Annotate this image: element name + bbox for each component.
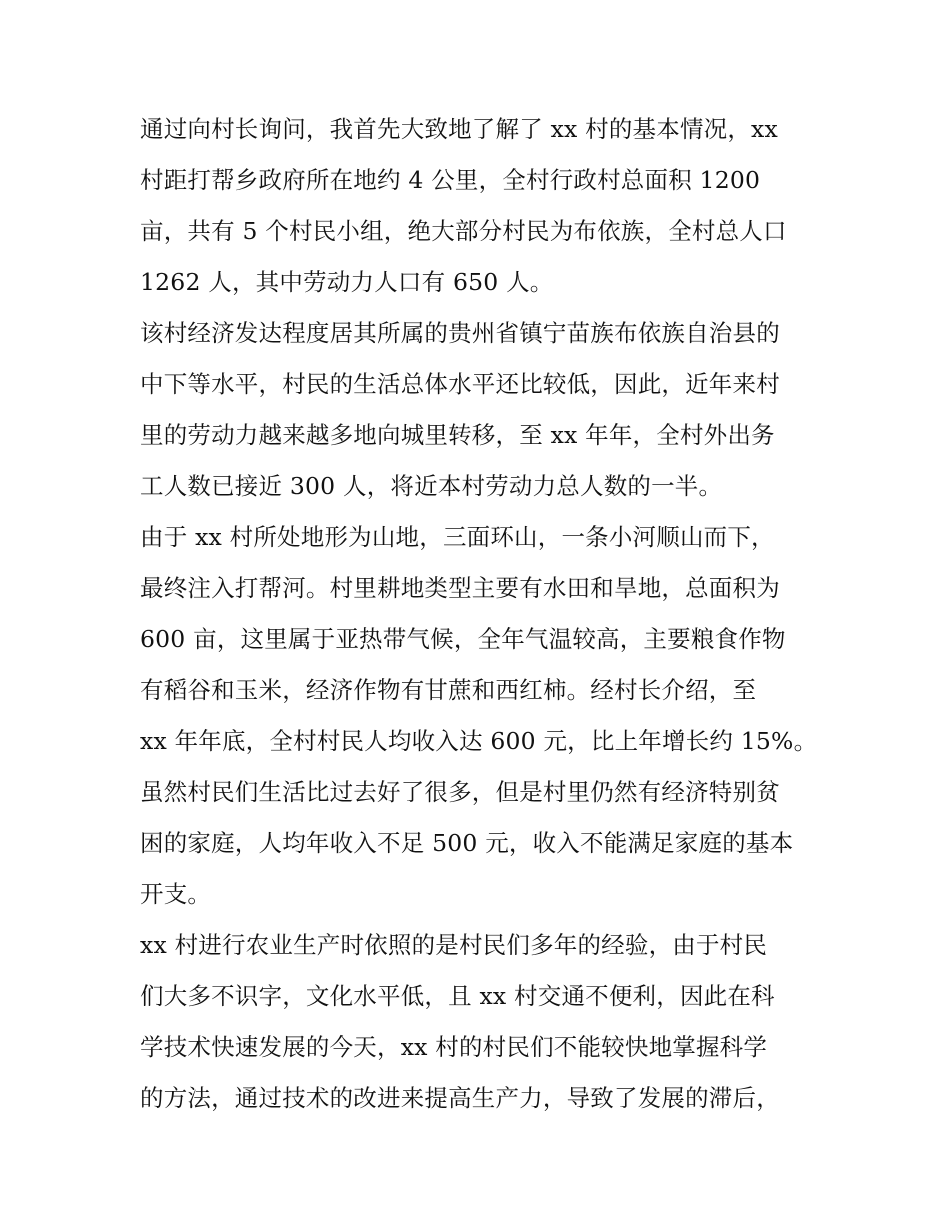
text-line: 们大多不识字，文化水平低，且 xx 村交通不便利，因此在科 — [140, 982, 775, 1010]
text-line: 最终注入打帮河。村里耕地类型主要有水田和旱地，总面积为 — [140, 574, 780, 602]
text-line: 困的家庭，人均年收入不足 500 元，收入不能满足家庭的基本 — [140, 829, 794, 857]
text-line: 里的劳动力越来越多地向城里转移，至 xx 年年，全村外出务 — [140, 421, 775, 449]
paragraph-geography-income — [140, 512, 820, 920]
text-line: 开支。 — [140, 880, 212, 908]
text-line: 虽然村民们生活比过去好了很多，但是村里仍然有经济特别贫 — [140, 778, 780, 806]
text-line: 由于 xx 村所处地形为山地，三面环山，一条小河顺山而下， — [140, 523, 775, 551]
text-line: 亩，共有 5 个村民小组，绝大部分村民为布依族，全村总人口 — [140, 217, 787, 245]
text-line: 有稻谷和玉米，经济作物有甘蔗和西红柿。经村长介绍，至 — [140, 676, 757, 704]
document-body — [140, 104, 820, 1124]
paragraph-economic-level — [140, 308, 820, 512]
text-line: 中下等水平，村民的生活总体水平还比较低，因此，近年来村 — [140, 370, 780, 398]
text-line: 学技术快速发展的今天，xx 村的村民们不能较快地掌握科学 — [140, 1033, 768, 1061]
text-line: 该村经济发达程度居其所属的贵州省镇宁苗族布依族自治县的 — [140, 319, 780, 347]
paragraph-village-overview — [140, 104, 820, 308]
text-line: xx 年年底，全村村民人均收入达 600 元，比上年增长约 15%。 — [140, 727, 818, 755]
text-line: 村距打帮乡政府所在地约 4 公里，全村行政村总面积 1200 — [140, 166, 761, 194]
text-line: 1262 人，其中劳动力人口有 650 人。 — [140, 268, 554, 296]
text-line: 600 亩，这里属于亚热带气候，全年气温较高，主要粮食作物 — [140, 625, 786, 653]
text-line: 工人数已接近 300 人，将近本村劳动力总人数的一半。 — [140, 472, 723, 500]
paragraph-agriculture-technology — [140, 920, 820, 1124]
text-line: 通过向村长询问，我首先大致地了解了 xx 村的基本情况，xx — [140, 115, 778, 143]
text-line: 的方法，通过技术的改进来提高生产力，导致了发展的滞后， — [140, 1084, 780, 1112]
text-line: xx 村进行农业生产时依照的是村民们多年的经验，由于村民 — [140, 931, 768, 959]
